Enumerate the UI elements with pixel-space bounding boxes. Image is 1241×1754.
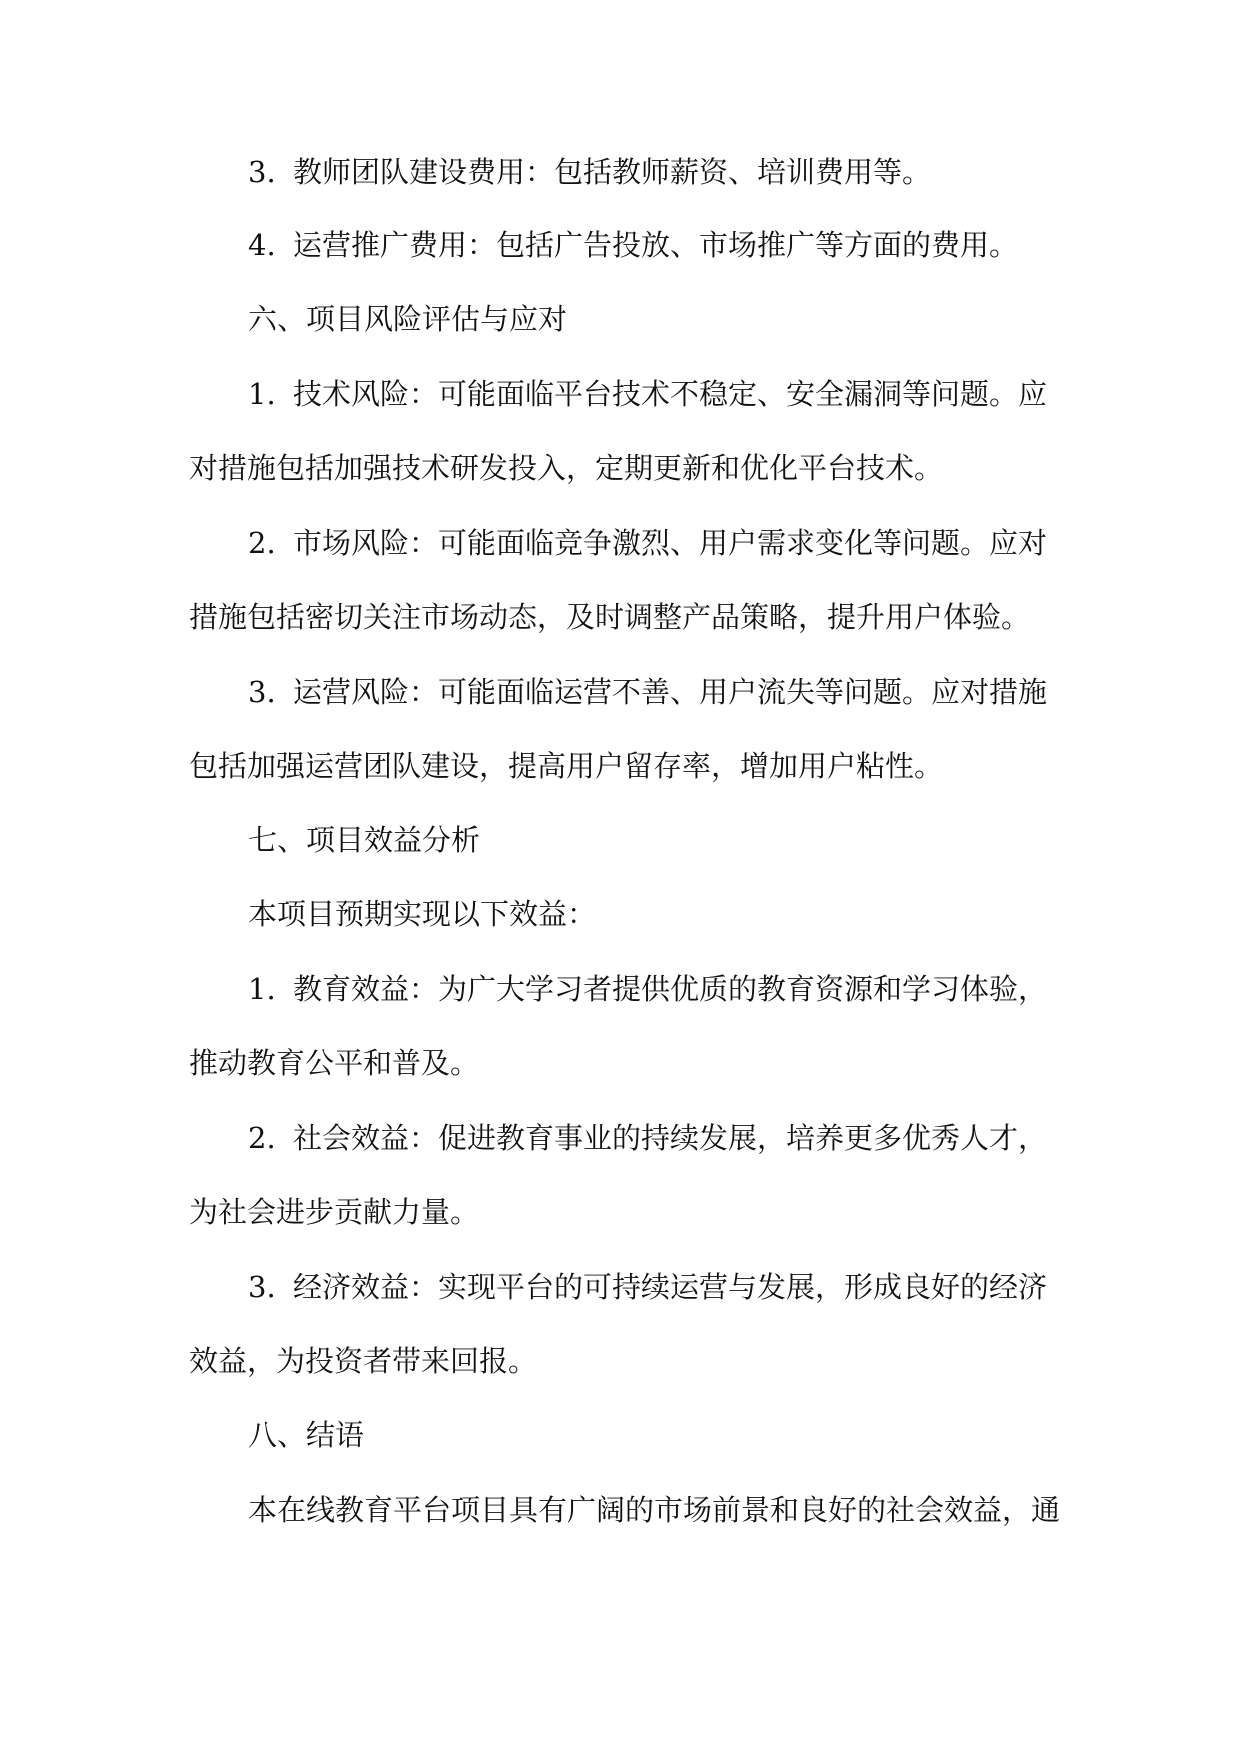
list-text: 技术风险：可能面临平台技术不稳定、安全漏洞等问题。应 — [293, 377, 1048, 411]
list-number: 4. — [248, 228, 276, 262]
list-item — [0, 369, 1241, 419]
list-item — [0, 1113, 1241, 1163]
list-item — [0, 147, 1241, 197]
list-text: 教师团队建设费用：包括教师薪资、培训费用等。 — [293, 155, 932, 189]
paragraph-continuation: 措施包括密切关注市场动态，及时调整产品策略，提升用户体验。 — [189, 600, 1031, 634]
section-heading: 七、项目效益分析 — [248, 823, 481, 857]
paragraph-continuation: 为社会进步贡献力量。 — [189, 1195, 480, 1229]
paragraph-continuation: 包括加强运营团队建设，提高用户留存率，增加用户粘性。 — [189, 749, 944, 783]
list-text: 运营推广费用：包括广告投放、市场推广等方面的费用。 — [293, 228, 1019, 262]
list-text: 社会效益：促进教育事业的持续发展，培养更多优秀人才， — [293, 1121, 1048, 1155]
paragraph-continuation: 对措施包括加强技术研发投入，定期更新和优化平台技术。 — [189, 451, 944, 485]
list-text: 教育效益：为广大学习者提供优质的教育资源和学习体验， — [293, 972, 1048, 1006]
paragraph: 本在线教育平台项目具有广阔的市场前景和良好的社会效益，通 — [248, 1493, 1061, 1527]
list-number: 1. — [248, 377, 276, 411]
list-item — [0, 220, 1241, 270]
list-text: 运营风险：可能面临运营不善、用户流失等问题。应对措施 — [293, 675, 1048, 709]
list-item — [0, 1262, 1241, 1312]
section-heading: 六、项目风险评估与应对 — [248, 302, 568, 336]
paragraph-continuation: 效益，为投资者带来回报。 — [189, 1344, 538, 1378]
list-number: 2. — [248, 1121, 276, 1155]
list-text: 经济效益：实现平台的可持续运营与发展，形成良好的经济 — [293, 1270, 1048, 1304]
list-item — [0, 518, 1241, 568]
list-number: 3. — [248, 1270, 276, 1304]
paragraph: 本项目预期实现以下效益： — [248, 897, 597, 931]
list-item — [0, 964, 1241, 1014]
list-number: 1. — [248, 972, 276, 1006]
list-text: 市场风险：可能面临竞争激烈、用户需求变化等问题。应对 — [293, 526, 1048, 560]
section-heading: 八、结语 — [248, 1418, 365, 1452]
list-number: 2. — [248, 526, 276, 560]
paragraph-continuation: 推动教育公平和普及。 — [189, 1046, 480, 1080]
list-number: 3. — [248, 675, 276, 709]
list-item — [0, 667, 1241, 717]
list-number: 3. — [248, 155, 276, 189]
